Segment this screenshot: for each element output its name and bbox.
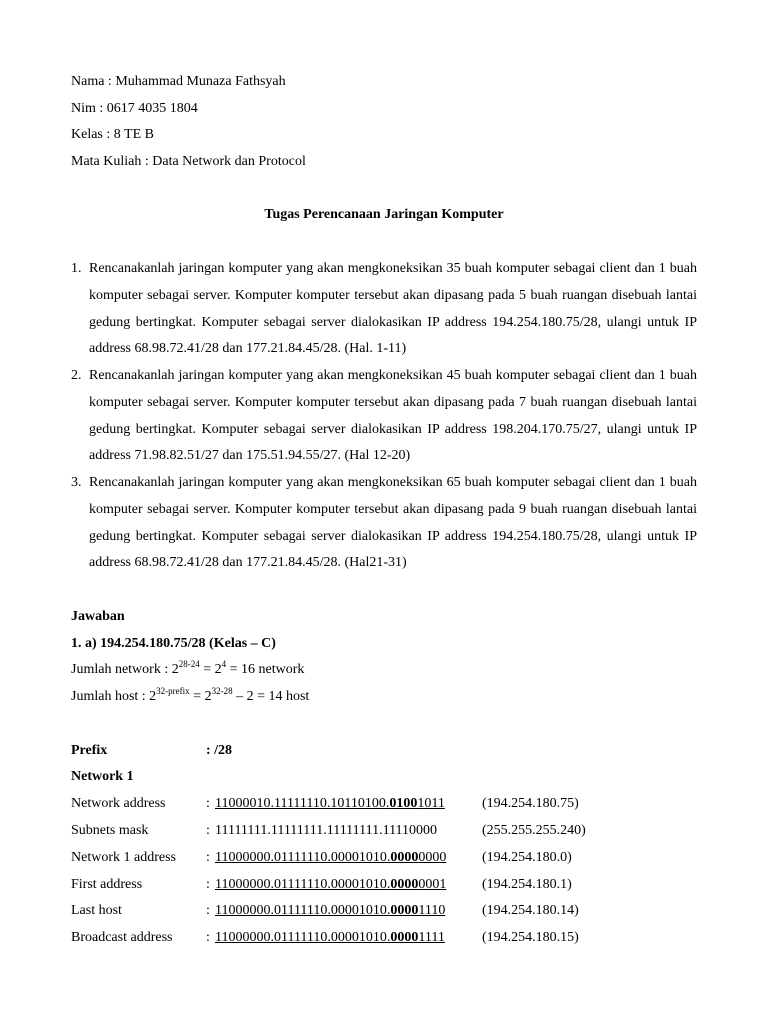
- header-kelas: Kelas : 8 TE B: [71, 127, 154, 142]
- row-decimal: (194.254.180.0): [482, 850, 572, 865]
- row-colon: :: [206, 903, 210, 918]
- binary-subnet-bits: 0100: [389, 796, 418, 811]
- jumlah-network-exponent-2: 4: [221, 659, 227, 669]
- binary-subnet-bits: 0000: [390, 903, 419, 918]
- binary-prefix: 11000010.11111110.10110100.: [215, 796, 390, 811]
- jumlah-network-mid: = 2: [199, 662, 222, 677]
- question-text: Rencanakanlah jaringan komputer yang akan mengkoneksikan 45 buah komputer sebagai client dan 1 buah komputer sebagai server. Komputer komputer tersebut akan dipasang pada 7 buah ruangan disebuah lantai gedung bertingkat. Komputer sebagai server dialokasikan IP address 198.204.170.75/27, ulangi untuk IP address 71.98.82.51/27 dan 175.51.94.55/27. (Hal 12-20): [89, 368, 697, 464]
- table-row: [0, 822, 768, 840]
- binary-prefix: 11000000.01111110.00001010.: [215, 877, 391, 892]
- binary-host-bits: 0001: [418, 877, 447, 892]
- binary-subnet-bits: 0000: [390, 877, 419, 892]
- header-nim: Nim : 0617 4035 1804: [71, 101, 198, 116]
- binary-prefix: 11000000.01111110.00001010.: [215, 903, 391, 918]
- row-decimal: (255.255.255.240): [482, 823, 586, 838]
- table-row: [0, 929, 768, 947]
- jumlah-host: [71, 688, 309, 706]
- header-nama: Nama : Muhammad Munaza Fathsyah: [71, 74, 286, 89]
- row-decimal: (194.254.180.14): [482, 903, 579, 918]
- binary-host-bits: 1111: [418, 930, 445, 945]
- jumlah-host-exponent-1: 32-prefix: [156, 686, 190, 696]
- question-text: Rencanakanlah jaringan komputer yang akan mengkoneksikan 65 buah komputer sebagai client dan 1 buah komputer sebagai server. Komputer komputer tersebut akan dipasang pada 9 buah ruangan disebuah lantai gedung bertingkat. Komputer sebagai server dialokasikan IP address 194.254.180.75/28, ulangi untuk IP address 68.98.72.41/28 dan 177.21.84.45/28. (Hal21-31): [89, 475, 697, 571]
- row-label: Subnets mask: [71, 823, 149, 838]
- prefix-label: Prefix: [71, 743, 108, 758]
- row-colon: :: [206, 823, 210, 838]
- row-decimal: (194.254.180.15): [482, 930, 579, 945]
- row-binary: [215, 929, 445, 947]
- question-number: 3.: [71, 475, 82, 490]
- jumlah-host-mid: = 2: [189, 689, 212, 704]
- network-title: Network 1: [71, 769, 134, 784]
- jumlah-host-tail: – 2 = 14 host: [232, 689, 310, 704]
- binary-prefix: 11111111.11111111.11111111.11110000: [215, 823, 438, 838]
- jumlah-host-label: Jumlah host : 2: [71, 689, 157, 704]
- prefix-value: : /28: [206, 743, 233, 758]
- table-row: [0, 849, 768, 867]
- row-colon: :: [206, 850, 210, 865]
- row-label: First address: [71, 877, 143, 892]
- row-binary: [215, 849, 446, 867]
- binary-host-bits: 1110: [418, 903, 446, 918]
- jumlah-network-exponent-1: 28-24: [178, 659, 200, 669]
- table-row: [0, 795, 768, 813]
- answer-heading: Jawaban: [71, 609, 125, 624]
- binary-prefix: 11000000.01111110.00001010.: [215, 930, 391, 945]
- jumlah-network-tail: = 16 network: [226, 662, 305, 677]
- binary-host-bits: 1011: [417, 796, 445, 811]
- table-row: [0, 902, 768, 920]
- question-text: Rencanakanlah jaringan komputer yang akan mengkoneksikan 35 buah komputer sebagai client dan 1 buah komputer sebagai server. Komputer komputer tersebut akan dipasang pada 5 buah ruangan disebuah lantai gedung bertingkat. Komputer sebagai server dialokasikan IP address 194.254.180.75/28, ulangi untuk IP address 68.98.72.41/28 dan 177.21.84.45/28. (Hal. 1-11): [89, 261, 697, 357]
- question-number: 1.: [71, 261, 82, 276]
- row-label: Broadcast address: [71, 930, 173, 945]
- row-colon: :: [206, 930, 210, 945]
- row-binary: [215, 902, 445, 920]
- row-binary: [215, 795, 445, 813]
- binary-prefix: 11000000.01111110.00001010.: [215, 850, 391, 865]
- row-label: Network address: [71, 796, 166, 811]
- binary-host-bits: 0000: [418, 850, 447, 865]
- jumlah-host-exponent-2: 32-28: [211, 686, 233, 696]
- jumlah-network-label: Jumlah network : 2: [71, 662, 179, 677]
- question-number: 2.: [71, 368, 82, 383]
- binary-subnet-bits: 0000: [390, 930, 419, 945]
- jumlah-network: [71, 661, 304, 679]
- row-colon: :: [206, 877, 210, 892]
- row-decimal: (194.254.180.1): [482, 877, 572, 892]
- row-decimal: (194.254.180.75): [482, 796, 579, 811]
- row-binary: [215, 822, 437, 840]
- document-title: Tugas Perencanaan Jaringan Komputer: [264, 207, 504, 222]
- answer-subheading: 1. a) 194.254.180.75/28 (Kelas – C): [71, 636, 276, 651]
- table-row: [0, 876, 768, 894]
- row-label: Network 1 address: [71, 850, 176, 865]
- row-label: Last host: [71, 903, 122, 918]
- row-binary: [215, 876, 446, 894]
- binary-subnet-bits: 0000: [390, 850, 419, 865]
- row-colon: :: [206, 796, 210, 811]
- header-mata-kuliah: Mata Kuliah : Data Network dan Protocol: [71, 154, 306, 169]
